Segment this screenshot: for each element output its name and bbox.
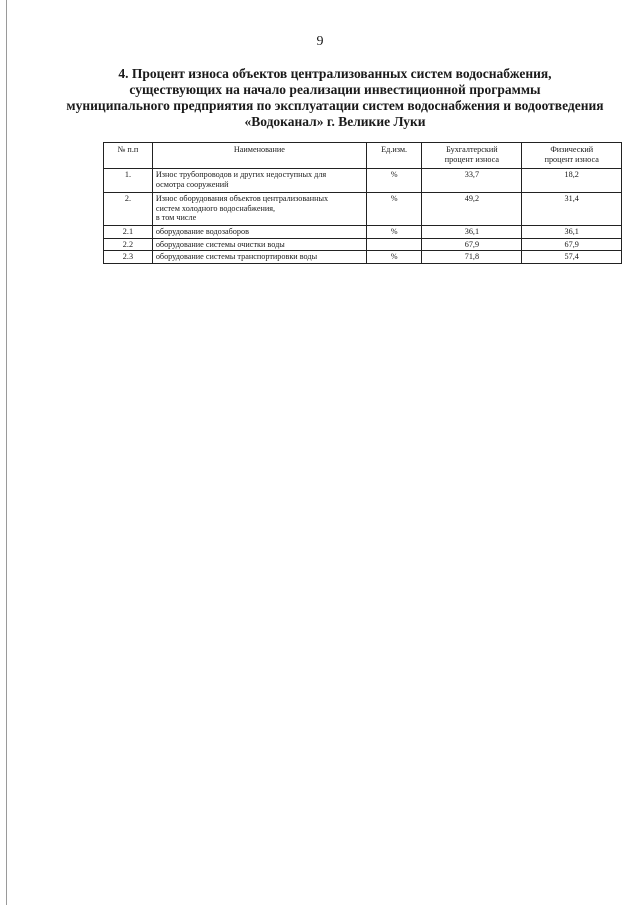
table-row <box>104 251 622 264</box>
table-header-row <box>104 143 622 169</box>
row-physical: 57,4 <box>522 251 622 264</box>
row-num: 2. <box>104 193 153 226</box>
wear-percentage-table <box>103 142 622 264</box>
row-name-line: систем холодного водоснабжения, <box>155 203 276 213</box>
row-unit <box>366 238 421 251</box>
row-num: 2.3 <box>104 251 153 264</box>
header-name: Наименование <box>152 143 366 169</box>
header-accounting-line1: Бухгалтерский <box>446 145 498 154</box>
title-line-2: существующих на начало реализации инвестиционной программы <box>129 82 541 97</box>
row-name <box>152 238 366 251</box>
title-line-3: муниципального предприятия по эксплуатации систем водоснабжения и водоотведения <box>66 98 604 113</box>
header-unit: Ед.изм. <box>366 143 421 169</box>
row-accounting: 49,2 <box>422 193 522 226</box>
row-name <box>152 251 366 264</box>
row-physical: 67,9 <box>522 238 622 251</box>
row-name <box>152 169 366 193</box>
row-unit: % <box>366 193 421 226</box>
row-accounting: 71,8 <box>422 251 522 264</box>
row-name-line: оборудование системы транспортировки воды <box>155 252 318 261</box>
row-accounting: 33,7 <box>422 169 522 193</box>
header-num: № п.п <box>104 143 153 169</box>
header-accounting <box>422 143 522 169</box>
title-line-1: 4. Процент износа объектов централизованных систем водоснабжения, <box>118 66 552 81</box>
row-unit: % <box>366 251 421 264</box>
row-name-line: осмотра сооружений <box>155 179 229 189</box>
row-name <box>152 193 366 226</box>
row-physical: 18,2 <box>522 169 622 193</box>
row-num: 2.2 <box>104 238 153 251</box>
row-accounting: 36,1 <box>422 226 522 239</box>
row-name-line: оборудование системы очистки воды <box>155 239 285 249</box>
page-number: 9 <box>316 34 324 49</box>
row-name-line: Износ трубопроводов и других недоступных для <box>155 170 327 179</box>
header-accounting-line2: процент износа <box>444 154 500 164</box>
row-name-line: в том числе <box>155 213 197 222</box>
table-row <box>104 193 622 226</box>
row-num: 1. <box>104 169 153 193</box>
table-row <box>104 169 622 193</box>
row-name-line: Износ оборудования объектов централизованных <box>155 194 329 203</box>
header-physical-line2: процент износа <box>544 154 599 164</box>
row-name-line: оборудование водозаборов <box>155 227 249 236</box>
row-unit: % <box>366 169 421 193</box>
row-accounting: 67,9 <box>422 238 522 251</box>
table-row <box>104 226 622 239</box>
row-physical: 31,4 <box>522 193 622 226</box>
header-physical-line1: Физический <box>550 145 594 154</box>
title-line-4: «Водоканал» г. Великие Луки <box>244 114 426 129</box>
row-unit: % <box>366 226 421 239</box>
row-name <box>152 226 366 239</box>
row-num: 2.1 <box>104 226 153 239</box>
row-physical: 36,1 <box>522 226 622 239</box>
table-row <box>104 238 622 251</box>
header-physical <box>522 143 622 169</box>
scan-edge-line <box>6 0 7 905</box>
section-title <box>60 66 610 130</box>
